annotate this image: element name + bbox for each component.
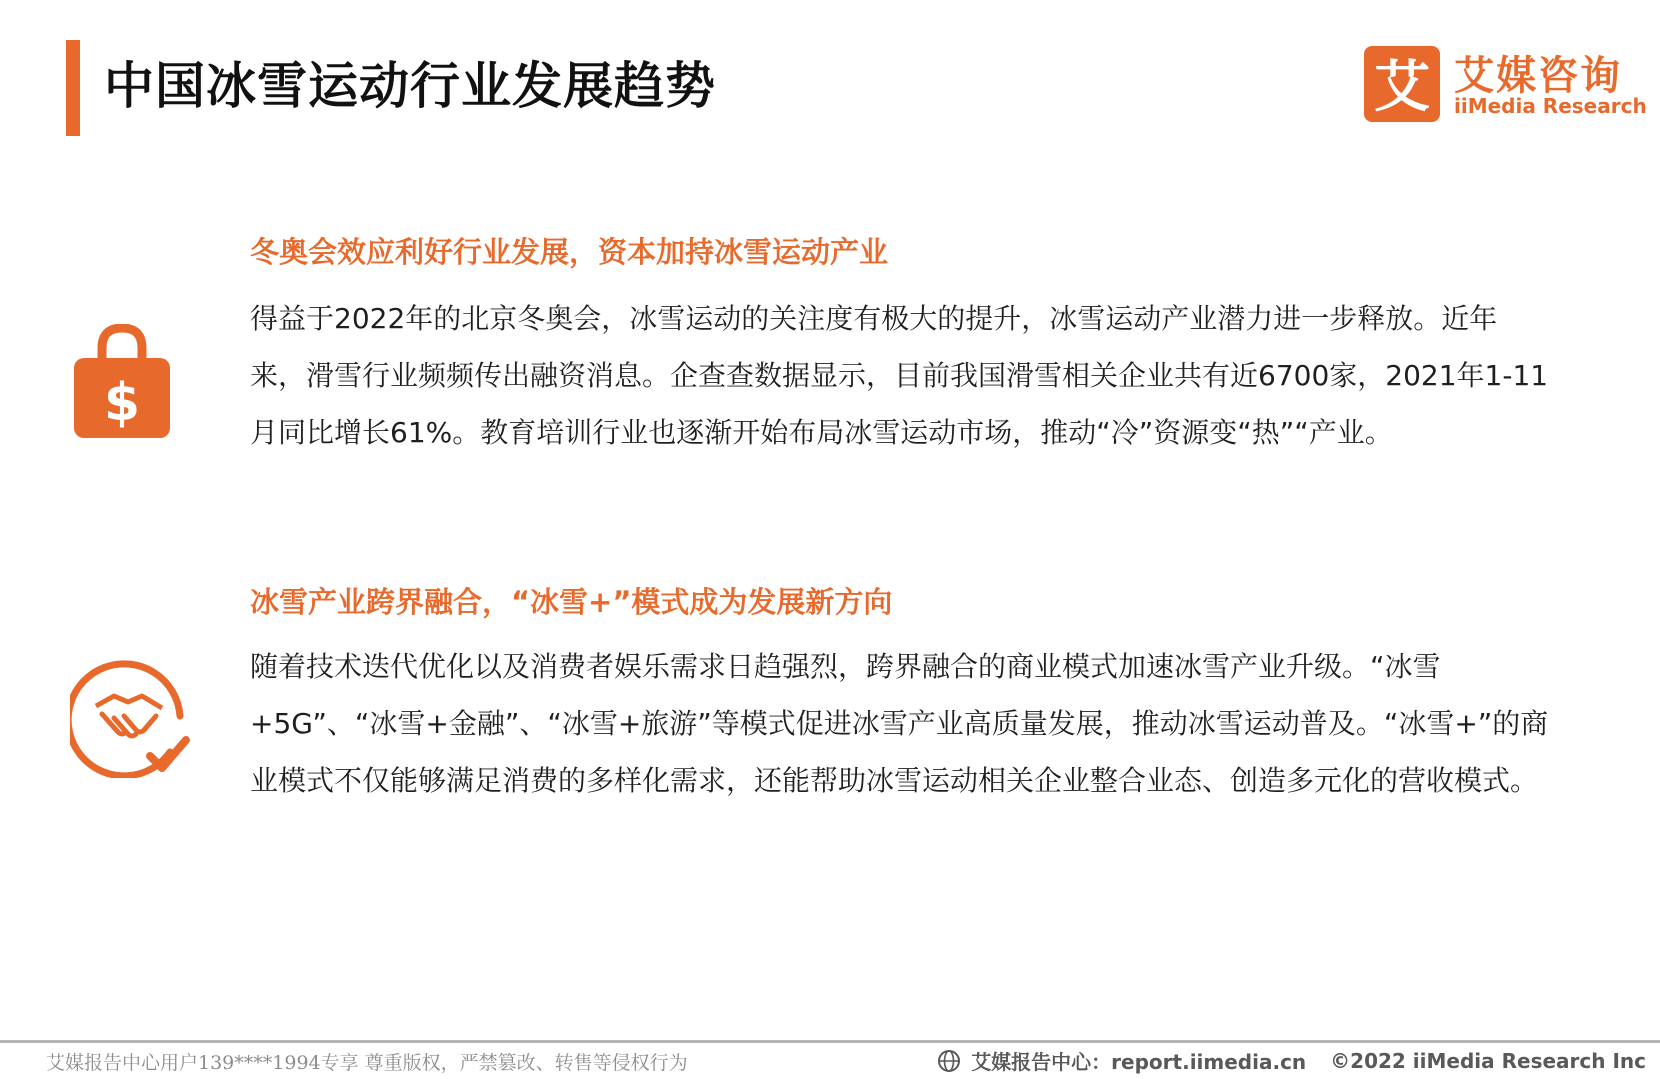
footer-divider <box>0 1040 1660 1043</box>
title-accent-bar <box>66 40 80 136</box>
footer-source <box>937 1046 1646 1075</box>
section-1-body: 得益于2022年的北京冬奥会，冰雪运动的关注度有极大的提升，冰雪运动产业潜力进一步释放。近年来，滑雪行业频频传出融资消息。企查查数据显示，目前我国滑雪相关企业共有近6700家，2021年1-11月同比增长61%。教育培训行业也逐渐开始布局冰雪运动市场，推动“冷”资源变“热”“产业。 <box>250 302 1549 449</box>
imedia-logo-mark <box>1364 46 1440 122</box>
imedia-logo <box>1364 44 1647 124</box>
footer-report-center[interactable]: 艾媒报告中心：report.iimedia.cn <box>971 1050 1307 1074</box>
logo-en-name: iiMedia Research <box>1454 94 1647 118</box>
footer-copyright: ©2022 iiMedia Research Inc <box>1330 1048 1646 1073</box>
handshake-check-icon <box>70 660 196 778</box>
money-bag-icon <box>72 324 172 440</box>
globe-icon <box>937 1049 961 1073</box>
svg-text:$: $ <box>103 373 141 433</box>
section-1-heading: 冬奥会效应利好行业发展，资本加持冰雪运动产业 <box>250 235 889 269</box>
svg-text:艾: 艾 <box>1374 55 1430 120</box>
section-2-heading: 冰雪产业跨界融合，“冰雪+”模式成为发展新方向 <box>250 585 893 619</box>
page-title: 中国冰雪运动行业发展趋势 <box>104 57 716 115</box>
section-2-body: 随着技术迭代优化以及消费者娱乐需求日趋强烈，跨界融合的商业模式加速冰雪产业升级。“冰雪+5G”、“冰雪+金融”、“冰雪+旅游”等模式促进冰雪产业高质量发展，推动冰雪运动普及。“冰雪+”的商业模式不仅能够满足消费的多样化需求，还能帮助冰雪运动相关企业整合业态、创造多元化的营收模式。 <box>250 650 1549 797</box>
footer-user-notice: 艾媒报告中心用户139****1994专享 尊重版权，严禁篡改、转售等侵权行为 <box>46 1052 688 1074</box>
logo-cn-name: 艾媒咨询 <box>1454 53 1622 99</box>
